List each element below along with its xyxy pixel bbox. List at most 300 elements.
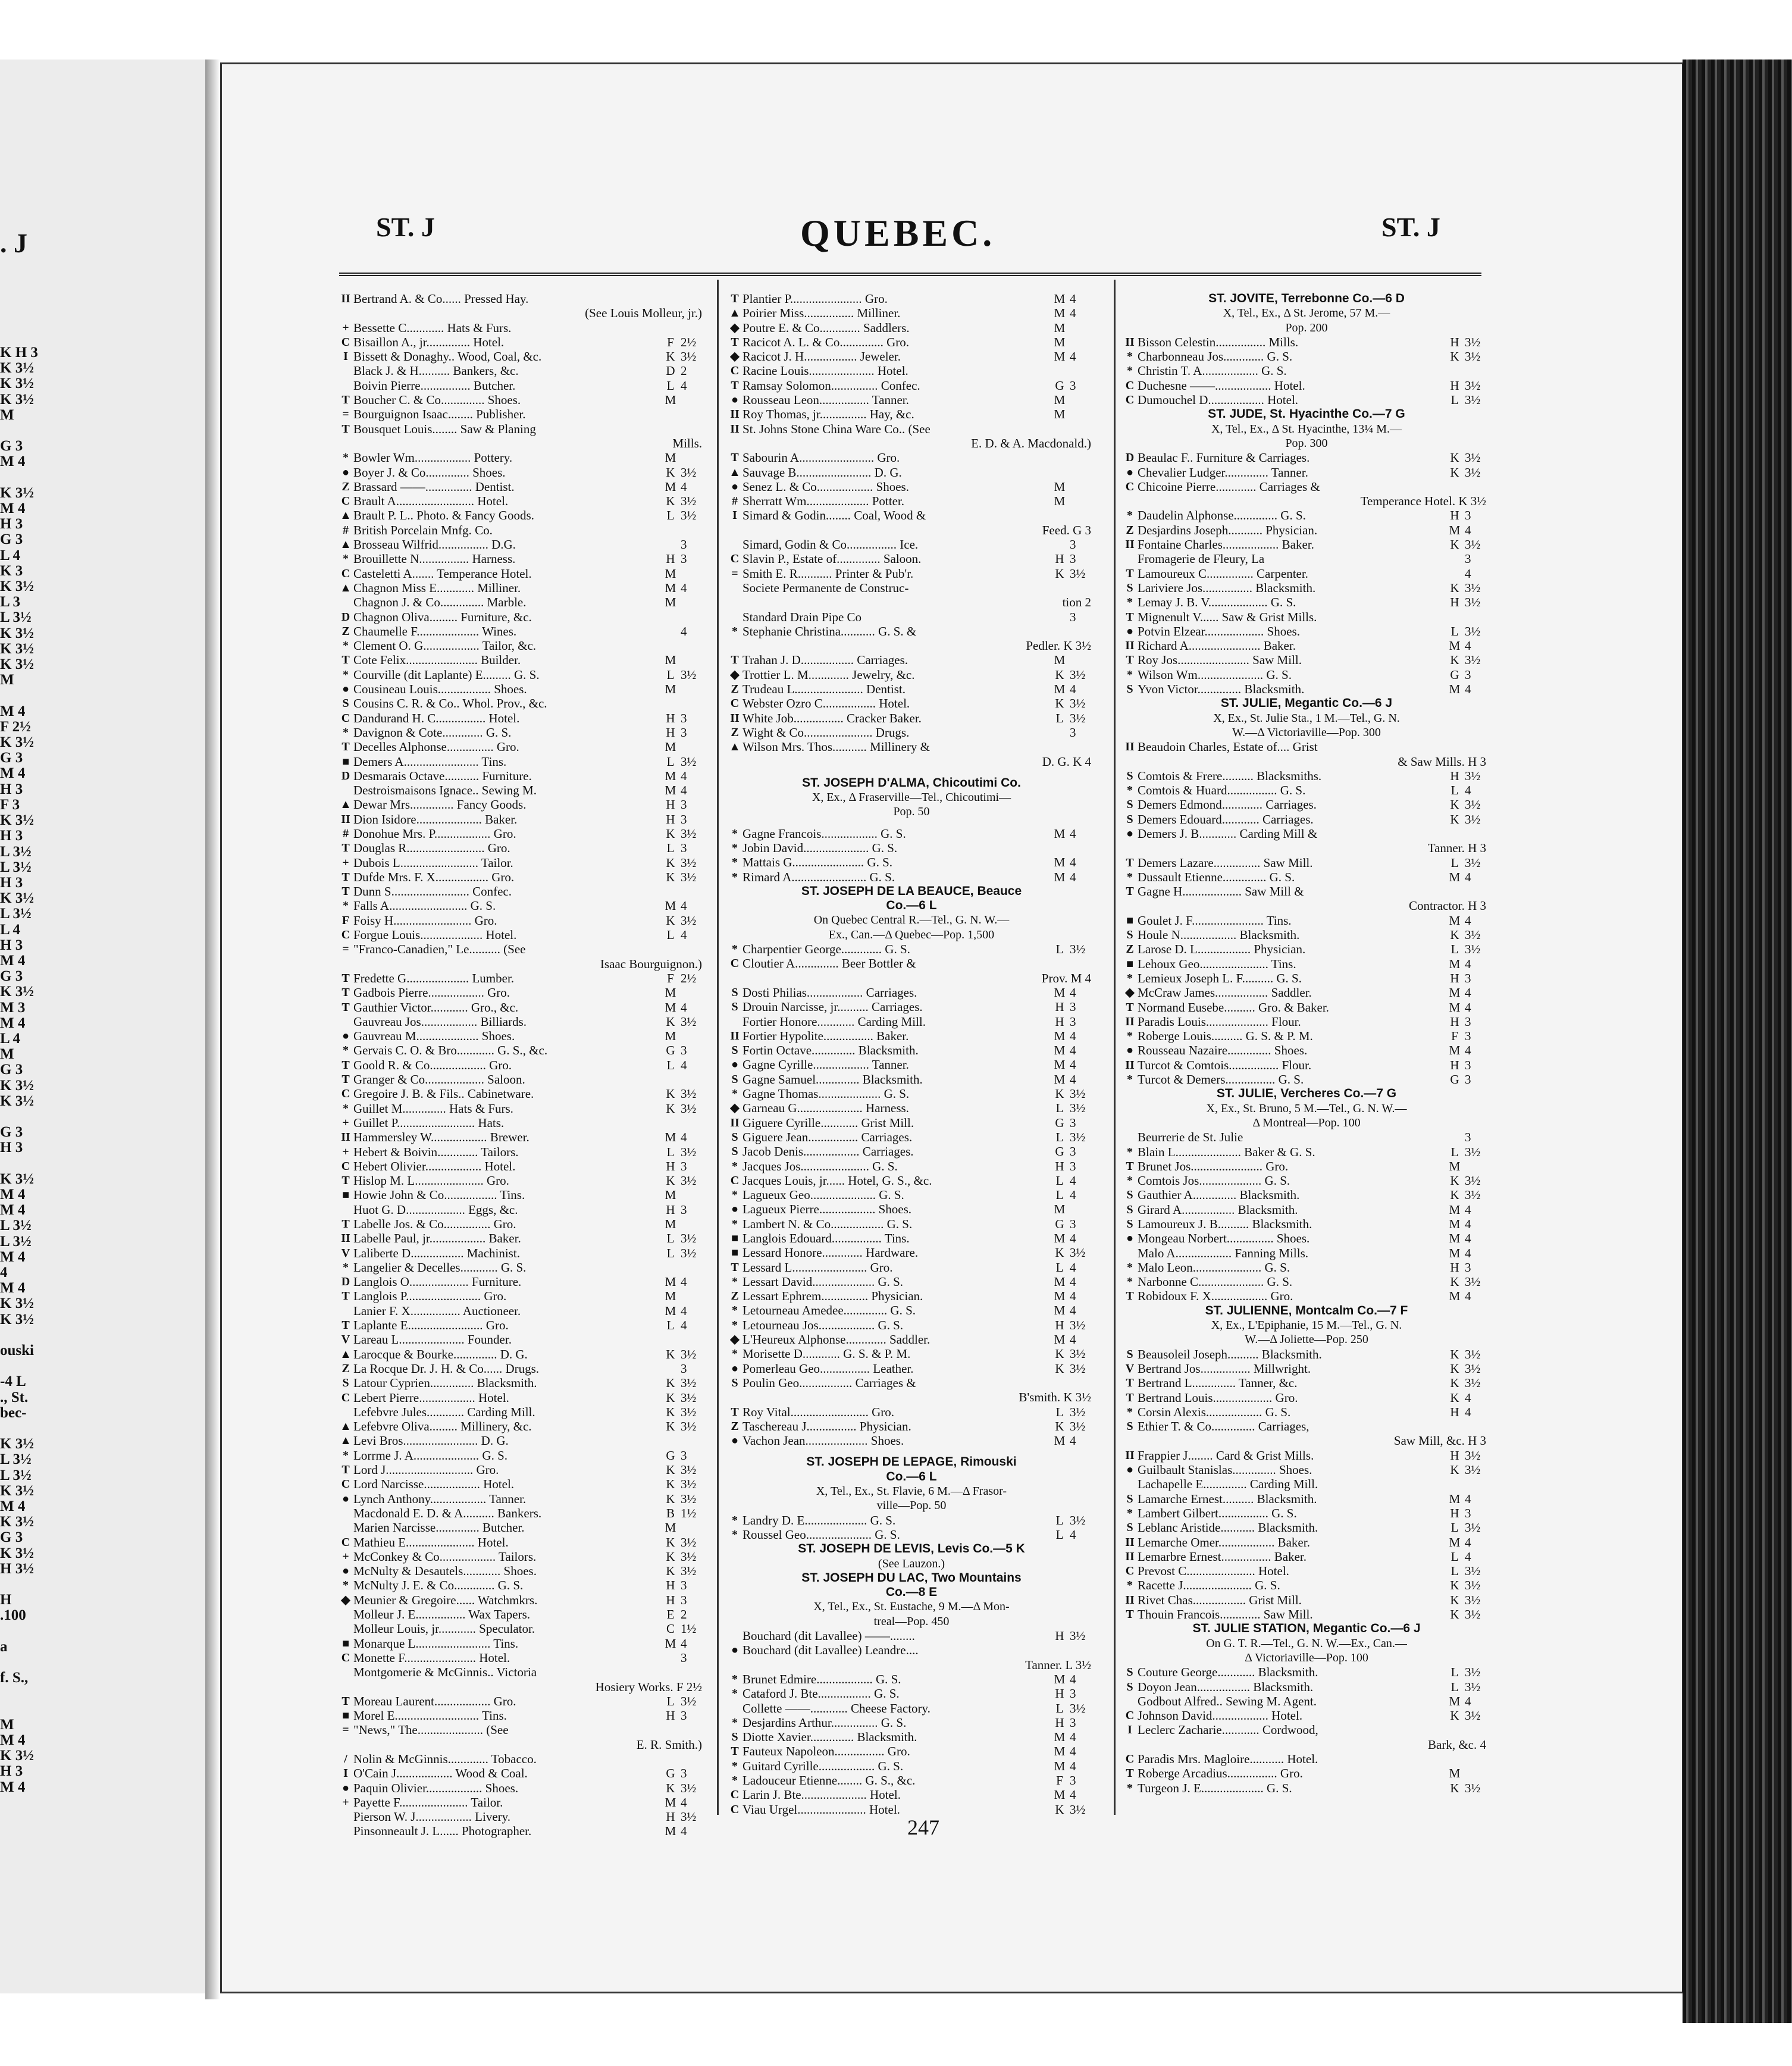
trade-symbol: S: [1126, 928, 1133, 942]
trade-symbol: C: [341, 1159, 350, 1173]
left-fragment-line: [0, 1109, 71, 1125]
left-fragment-line: M 4: [0, 1202, 26, 1219]
entry-text: Lamoureux J. B.......... Blacksmith.: [1138, 1217, 1312, 1231]
locality-heading: ST. JULIE, Megantic Co.—6 J: [1220, 696, 1393, 710]
entry-text: La Rocque Dr. J. H. & Co...... Drugs.: [353, 1361, 540, 1376]
trade-symbol: T: [1126, 885, 1134, 899]
entry-text: Bissett & Donaghy.. Wood, Coal, &c.: [353, 349, 542, 364]
credit-rating: G: [1450, 1072, 1459, 1087]
directory-entry: [727, 1513, 1096, 1527]
entry-continuation: D. G. K 4: [1042, 754, 1091, 769]
trade-symbol: T: [342, 1058, 350, 1072]
credit-rating: M: [1054, 1671, 1066, 1686]
directory-entry: [1122, 552, 1491, 566]
directory-entry: [1122, 870, 1491, 884]
capital-rating: 3½: [1465, 378, 1481, 393]
trade-symbol: +: [342, 321, 349, 334]
directory-entry: [727, 1759, 1096, 1773]
capital-rating: 3½: [1465, 1665, 1481, 1680]
capital-rating: 4: [681, 1824, 687, 1839]
directory-entry: [727, 1202, 1096, 1216]
locality-note: X, Tel., Ex., Δ St. Hyacinthe, 13¼ M.—: [1211, 422, 1402, 436]
capital-rating: 4: [1465, 1043, 1471, 1058]
capital-rating: 3: [681, 1766, 687, 1781]
directory-entry: [338, 1708, 707, 1723]
capital-rating: 3: [1465, 552, 1471, 566]
entry-text: Pomerleau Geo................ Leather.: [743, 1361, 914, 1376]
directory-entry: [338, 1781, 707, 1795]
trade-symbol: S: [1126, 1347, 1133, 1361]
entry-text: Wight & Co...................... Drugs.: [743, 725, 910, 740]
credit-rating: H: [1055, 552, 1064, 566]
directory-entry: [338, 1593, 707, 1607]
trade-symbol: I: [343, 1767, 348, 1780]
entry-text: Thouin Francois............. Saw Mill.: [1138, 1607, 1313, 1622]
entry-text: Richard A....................... Baker.: [1138, 638, 1296, 653]
capital-rating: 4: [1070, 1303, 1076, 1318]
entry-text: Letourneau Amedee.............. G. S.: [743, 1303, 916, 1318]
credit-rating: M: [665, 740, 676, 755]
credit-rating: K: [1450, 450, 1459, 465]
trade-symbol: T: [342, 1000, 350, 1014]
entry-text: Forgue Louis.................... Hotel.: [353, 928, 517, 943]
left-fragment-line: K 3½: [0, 656, 34, 673]
trade-symbol: C: [341, 335, 350, 349]
trade-symbol: #: [343, 827, 349, 840]
capital-rating: 3½: [1465, 1144, 1481, 1159]
credit-rating: K: [666, 1463, 675, 1477]
entry-continuation: tion 2: [1062, 595, 1091, 610]
capital-rating: 4: [1070, 1260, 1076, 1275]
directory-entry: [727, 942, 1096, 956]
left-fragment-line: K 3½: [0, 1545, 34, 1561]
directory-entry: [727, 537, 1096, 552]
credit-rating: H: [1450, 1014, 1459, 1029]
trade-symbol: *: [732, 1347, 738, 1361]
entry-text: Dufde Mrs. F. X................. Gro.: [353, 869, 515, 884]
trade-symbol: T: [342, 870, 350, 884]
entry-text: Brunet Edmire.................. G. S.: [743, 1671, 901, 1686]
trade-symbol: ■: [1126, 913, 1134, 927]
capital-rating: 4: [1465, 522, 1471, 537]
left-fragment-line: M 4: [0, 1779, 26, 1795]
credit-rating: K: [1450, 1275, 1459, 1289]
capital-rating: 3: [681, 1043, 687, 1058]
trade-symbol: *: [732, 943, 738, 956]
capital-rating: 4: [1465, 1217, 1471, 1231]
left-page-fragments: [0, 345, 71, 1795]
directory-entry: [338, 638, 707, 653]
entry-text: McNulty & Desautels............ Shoes.: [353, 1564, 537, 1579]
trade-symbol: Z: [342, 480, 350, 493]
locality-heading: Co.—8 E: [885, 1585, 938, 1599]
entry-text: Robidoux F. X.................. Gro.: [1138, 1289, 1293, 1304]
credit-rating: M: [1449, 1245, 1461, 1260]
credit-rating: K: [666, 826, 675, 841]
trade-symbol: /: [344, 1752, 347, 1766]
directory-entry: [338, 1419, 707, 1433]
trade-symbol: II: [1125, 1593, 1135, 1607]
trade-symbol: Z: [1126, 523, 1134, 537]
capital-rating: 4: [1070, 1788, 1076, 1802]
credit-rating: F: [1056, 1773, 1063, 1788]
left-fragment-line: L 3½: [0, 1467, 32, 1483]
entry-text: Hislop M. L...................... Gro.: [353, 1173, 509, 1188]
directory-entry: [727, 855, 1096, 869]
directory-entry: [727, 827, 1096, 841]
left-fragment-line: [0, 1358, 71, 1374]
directory-entry: [727, 1275, 1096, 1289]
capital-rating: 3½: [1465, 812, 1481, 827]
directory-entry: [727, 1231, 1096, 1245]
trade-symbol: *: [732, 1159, 738, 1173]
capital-rating: 3½: [1070, 1245, 1086, 1260]
trade-symbol: T: [1126, 1159, 1134, 1173]
credit-rating: M: [1054, 407, 1066, 422]
capital-rating: 3: [681, 812, 687, 827]
locality-heading: ST. JOSEPH D'ALMA, Chicoutimi Co.: [802, 775, 1021, 790]
entry-text: Charbonneau Jos............. G. S.: [1138, 349, 1293, 364]
left-page-header: . J: [0, 228, 27, 258]
directory-entry: [338, 1535, 707, 1550]
locality-heading: ST. JOVITE, Terrebonne Co.—6 D: [1208, 292, 1405, 305]
trade-symbol: ■: [1126, 957, 1134, 971]
entry-text: Comtois Jos.................... G. S.: [1138, 1173, 1290, 1188]
credit-rating: M: [1054, 1758, 1066, 1773]
entry-text: Lord Narcisse.................. Hotel.: [353, 1477, 515, 1492]
entry-text: Guitard Cyrille.................. G. S.: [743, 1758, 904, 1773]
entry-text: Molleur J. E................ Wax Tapers.: [353, 1607, 531, 1622]
trade-symbol: T: [731, 451, 739, 465]
directory-entry: [1122, 1680, 1491, 1694]
capital-rating: 3: [1465, 971, 1471, 985]
left-fragment-line: L 4: [0, 1030, 21, 1047]
directory-entry: [727, 1730, 1096, 1744]
entry-text: Malo A.................. Fanning Mills.: [1138, 1245, 1309, 1260]
entry-text: McNulty J. E. & Co............. G. S.: [353, 1578, 524, 1593]
entry-continuation: Temperance Hotel. K 3½: [1360, 494, 1486, 509]
credit-rating: L: [666, 378, 675, 393]
capital-rating: 4: [681, 1303, 687, 1318]
trade-symbol: T: [1126, 610, 1134, 624]
capital-rating: 4: [1465, 1694, 1471, 1708]
directory-entry: [338, 1824, 707, 1838]
trade-symbol: ●: [1126, 827, 1134, 840]
capital-rating: 3½: [1070, 1802, 1086, 1817]
left-fragment-line: [0, 470, 71, 486]
trade-symbol: ●: [731, 1361, 739, 1375]
credit-rating: L: [1450, 393, 1459, 408]
entry-text: Giguere Cyrille............ Grist Mill.: [743, 1115, 914, 1130]
entry-text: Corsin Alexis.................. G. S.: [1138, 1404, 1291, 1419]
left-fragment-line: [0, 1702, 71, 1717]
directory-entry: [1122, 465, 1491, 480]
capital-rating: 4: [1070, 1758, 1076, 1773]
trade-symbol: S: [1126, 1666, 1133, 1679]
trade-symbol: T: [342, 885, 350, 899]
capital-rating: 4: [1070, 826, 1076, 841]
credit-rating: K: [666, 349, 675, 364]
trade-symbol: T: [1126, 566, 1134, 580]
trade-symbol: ◆: [730, 1101, 740, 1115]
credit-rating: L: [666, 667, 675, 682]
entry-text: Drouin Narcisse, jr.......... Carriages.: [743, 1000, 923, 1015]
entry-text: Sauvage B........................ D. G.: [743, 465, 902, 480]
entry-text: Racette J...................... G. S.: [1138, 1578, 1280, 1593]
credit-rating: M: [1054, 334, 1066, 349]
directory-entry: [727, 1130, 1096, 1144]
credit-rating: K: [666, 1390, 675, 1405]
trade-symbol: C: [1125, 393, 1135, 407]
capital-rating: 3½: [681, 1245, 697, 1260]
entry-text: Molleur Louis, jr............ Speculator.: [353, 1622, 535, 1636]
capital-rating: 3: [1070, 1686, 1076, 1701]
locality-heading: ST. JOSEPH DE LEPAGE, Rimouski: [806, 1455, 1017, 1469]
trade-symbol: D: [1125, 451, 1135, 465]
credit-rating: K: [1450, 1592, 1459, 1607]
credit-rating: G: [666, 1766, 675, 1781]
credit-rating: H: [1450, 595, 1459, 610]
entry-text: Lemieux Joseph L. F.......... G. S.: [1138, 971, 1302, 985]
trade-symbol: ■: [731, 1232, 739, 1245]
entry-text: Chagnon Miss E............ Milliner.: [353, 580, 521, 595]
credit-rating: L: [666, 928, 675, 943]
entry-text: Comtois & Huard................ G. S.: [1138, 783, 1306, 798]
capital-rating: 3½: [1465, 1578, 1481, 1593]
left-fragment-line: F 2½: [0, 718, 31, 735]
entry-continuation: Tanner. H 3: [1427, 841, 1486, 856]
directory-entry: [338, 1723, 707, 1737]
capital-rating: 3½: [1070, 710, 1086, 725]
locality-heading: Co.—6 L: [886, 1469, 937, 1483]
trade-symbol: S: [1126, 812, 1133, 826]
directory-entry: [727, 1245, 1096, 1260]
entry-text: Fontaine Charles.................. Baker.: [1138, 537, 1314, 552]
capital-rating: 3: [1465, 1057, 1471, 1072]
credit-rating: H: [1450, 1404, 1459, 1419]
credit-rating: L: [1450, 1679, 1459, 1694]
trade-symbol: ■: [342, 1709, 350, 1723]
entry-text: Demers Lazare............... Saw Mill.: [1138, 855, 1313, 870]
credit-rating: K: [1450, 1390, 1459, 1405]
trade-symbol: ◆: [730, 1333, 740, 1347]
directory-entry: [727, 407, 1096, 421]
credit-rating: M: [1054, 1730, 1066, 1745]
entry-text: Lessard Honore............. Hardware.: [743, 1245, 919, 1260]
entry-text: Roy Jos....................... Saw Mill.: [1138, 653, 1302, 668]
trade-symbol: Z: [1126, 943, 1134, 956]
directory-entry: [1122, 1072, 1491, 1087]
entry-text: Blain L..................... Baker & G. S.: [1138, 1144, 1315, 1159]
trade-symbol: ■: [342, 755, 350, 768]
credit-rating: L: [1055, 1188, 1064, 1203]
capital-rating: 4: [1070, 1671, 1076, 1686]
trade-symbol: *: [732, 841, 738, 854]
directory-entry: [338, 1361, 707, 1376]
left-fragment-line: H 3: [0, 1140, 23, 1156]
entry-text: Moreau Laurent.................. Gro.: [353, 1694, 516, 1708]
credit-rating: M: [665, 1275, 676, 1289]
entry-text: Hammersley W.................. Brewer.: [353, 1130, 530, 1145]
entry-continuation: Pedler. K 3½: [1026, 638, 1091, 653]
directory-entry: [338, 537, 707, 552]
capital-rating: 3½: [1465, 334, 1481, 349]
credit-rating: K: [1450, 797, 1459, 812]
credit-rating: K: [1450, 465, 1459, 480]
entry-text: Pinsonneault J. L...... Photographer.: [353, 1824, 532, 1839]
left-fragment-line: a: [0, 1638, 8, 1655]
directory-entry: [338, 335, 707, 349]
capital-rating: 3½: [1465, 393, 1481, 408]
directory-entry: [338, 1477, 707, 1491]
credit-rating: M: [1449, 956, 1461, 971]
directory-entry: [338, 1275, 707, 1289]
directory-entry: [727, 1159, 1096, 1173]
trade-symbol: C: [1125, 1752, 1135, 1766]
left-fragment-line: M 4: [0, 500, 26, 517]
trade-symbol: *: [343, 552, 349, 566]
left-fragment-line: K 3½: [0, 1748, 34, 1764]
left-fragment-line: K 3½: [0, 812, 34, 829]
entry-text: Gauvreau M.................... Shoes.: [353, 1029, 515, 1044]
directory-entry: [1122, 740, 1491, 754]
entry-text: Racine Louis..................... Hotel.: [743, 364, 908, 378]
credit-rating: M: [1054, 1231, 1066, 1245]
directory-entry: [338, 725, 707, 740]
trade-symbol: II: [1125, 1015, 1135, 1028]
trade-symbol: D: [341, 610, 350, 624]
capital-rating: 4: [1070, 349, 1076, 364]
credit-rating: H: [666, 1592, 675, 1607]
credit-rating: M: [665, 450, 676, 465]
capital-rating: 3: [1070, 537, 1076, 552]
credit-rating: H: [1055, 1317, 1064, 1332]
entry-text: Dewar Mrs.............. Fancy Goods.: [353, 797, 527, 812]
trade-symbol: ●: [731, 480, 739, 493]
directory-entry: [338, 1332, 707, 1347]
capital-rating: 3: [681, 797, 687, 812]
trade-symbol: ●: [342, 465, 350, 479]
capital-rating: 4: [1465, 1231, 1471, 1246]
left-fragment-line: G 3: [0, 1529, 23, 1546]
entry-text: Langlois Edouard................ Tins.: [743, 1231, 910, 1245]
entry-text: Sabourin A........................ Gro.: [743, 450, 900, 465]
trade-symbol: II: [730, 1116, 740, 1129]
directory-entry: [338, 755, 707, 769]
left-fragment-line: M: [0, 406, 14, 423]
credit-rating: M: [1054, 306, 1066, 321]
credit-rating: K: [1450, 812, 1459, 827]
credit-rating: K: [1055, 667, 1064, 682]
directory-entry: [1122, 957, 1491, 971]
entry-text: Chevalier Ludger.............. Tanner.: [1138, 465, 1308, 480]
entry-text: Leblanc Aristide........... Blacksmith.: [1138, 1520, 1318, 1535]
entry-text: Lefebvre Jules............ Carding Mill.: [353, 1404, 535, 1419]
entry-text: Desjardins Arthur............... G. S.: [743, 1715, 907, 1730]
directory-entry: [338, 1015, 707, 1029]
entry-text: Bertrand Louis................... Gro.: [1138, 1390, 1298, 1405]
entry-text: Hebert & Boivin............. Tailors.: [353, 1144, 519, 1159]
trade-symbol: II: [1125, 1535, 1135, 1549]
directory-entry: [338, 508, 707, 522]
trade-symbol: #: [732, 494, 738, 508]
trade-symbol: *: [343, 899, 349, 913]
capital-rating: 4: [681, 899, 687, 913]
entry-text: Cataford J. Bte................. G. S.: [743, 1686, 900, 1701]
entry-text: Bowler Wm.................. Pottery.: [353, 450, 513, 465]
locality-note: Pop. 300: [1285, 436, 1328, 450]
directory-entry: [1122, 595, 1491, 609]
entry-text: Gagne Thomas.................... G. S.: [743, 1087, 910, 1101]
capital-rating: 4: [681, 1636, 687, 1651]
directory-entry: [338, 711, 707, 725]
trade-symbol: *: [1127, 1275, 1133, 1289]
left-fragment-line: L 3½: [0, 1451, 32, 1468]
trade-symbol: C: [730, 552, 740, 566]
directory-entry: [727, 1716, 1096, 1730]
entry-text: Webster Ozro C................. Hotel.: [743, 696, 910, 711]
capital-rating: 4: [1465, 682, 1471, 697]
capital-rating: 4: [1465, 1000, 1471, 1015]
credit-rating: K: [666, 1564, 675, 1579]
trade-symbol: *: [732, 1672, 738, 1686]
entry-text: Viau Urgel...................... Hotel.: [743, 1802, 900, 1817]
credit-rating: M: [665, 783, 676, 798]
locality-note: W.—Δ Joliette—Pop. 250: [1245, 1333, 1368, 1347]
left-fragment-line: M 4: [0, 1280, 26, 1297]
entry-text: Goulet J. F....................... Tins.: [1138, 913, 1292, 928]
directory-entry: [338, 1795, 707, 1810]
directory-entry: [1122, 884, 1491, 899]
capital-rating: 3: [681, 552, 687, 566]
capital-rating: 3½: [1465, 1448, 1481, 1463]
entry-text: Macdonald E. D. & A.......... Bankers.: [353, 1505, 542, 1520]
capital-rating: 3½: [1070, 1419, 1086, 1433]
entry-text: Larin J. Bte..................... Hotel.: [743, 1788, 901, 1802]
directory-entry: [1122, 1477, 1491, 1491]
credit-rating: M: [1449, 869, 1461, 884]
trade-symbol: ▲: [729, 306, 741, 320]
capital-rating: 3½: [1070, 1317, 1086, 1332]
directory-entry: [338, 856, 707, 870]
capital-rating: 3: [681, 1159, 687, 1173]
directory-entry: [1122, 1029, 1491, 1043]
trade-symbol: II: [730, 408, 740, 421]
entry-text: Wilson Mrs. Thos........... Millinery &: [743, 740, 930, 755]
entry-text: Diotte Xavier.............. Blacksmith.: [743, 1730, 917, 1745]
directory-entry: [1122, 1159, 1491, 1173]
directory-entry: [727, 1043, 1096, 1057]
capital-rating: 3½: [1465, 450, 1481, 465]
directory-entry: [727, 1144, 1096, 1159]
left-fragment-line: K 3: [0, 562, 23, 579]
entry-text: Fortin Octave.............. Blacksmith.: [743, 1043, 919, 1058]
capital-rating: 3½: [681, 1419, 697, 1434]
credit-rating: M: [1054, 393, 1066, 408]
directory-entry: [727, 1000, 1096, 1014]
trade-symbol: ▲: [340, 581, 352, 594]
credit-rating: M: [1449, 1491, 1461, 1506]
credit-rating: K: [1450, 653, 1459, 668]
trade-symbol: *: [1127, 1174, 1133, 1188]
trade-symbol: *: [1127, 668, 1133, 681]
entry-text: Garneau G..................... Harness.: [743, 1101, 909, 1116]
credit-rating: M: [1054, 1057, 1066, 1072]
directory-entry: [338, 841, 707, 855]
directory-entry: [1122, 1130, 1491, 1144]
locality-note: Δ Montreal—Pop. 100: [1252, 1116, 1361, 1129]
directory-entry: [338, 610, 707, 624]
